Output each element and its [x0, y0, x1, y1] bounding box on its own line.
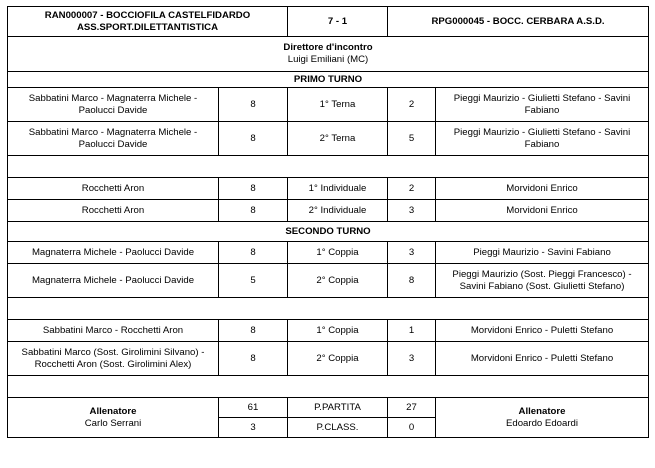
home-team-name-line2: ASS.SPORT.DILETTANTISTICA: [76, 21, 219, 33]
home-coach: [8, 398, 219, 438]
home-score: 5: [219, 264, 288, 298]
home-players: Sabbatini Marco (Sost. Girolimini Silvano) - Rocchetti Aron (Sost. Girolimini Alex): [8, 342, 219, 376]
home-players: Sabbatini Marco - Magnaterra Michele - Paolucci Davide: [8, 88, 219, 122]
home-coach-name: Carlo Serrani: [84, 417, 142, 429]
header-row: [8, 7, 649, 37]
director-name: Luigi Emiliani (MC): [287, 54, 369, 65]
away-coach: [436, 398, 649, 438]
away-coach-name: Edoardo Edoardi: [505, 417, 578, 429]
away-score: 8: [388, 264, 436, 298]
home-score: 8: [219, 242, 288, 264]
away-score: 3: [388, 242, 436, 264]
match-row: [8, 242, 649, 264]
home-partita-points: 61: [219, 398, 288, 418]
spacer-row: [8, 298, 649, 320]
discipline: 1° Individuale: [288, 178, 388, 200]
away-score: 3: [388, 200, 436, 222]
spacer: [8, 298, 649, 320]
home-team: [8, 7, 288, 37]
away-players: Morvidoni Enrico: [436, 178, 649, 200]
spacer: [8, 156, 649, 178]
section-row: [8, 222, 649, 242]
discipline: 1° Coppia: [288, 242, 388, 264]
away-players: Pieggi Maurizio - Giulietti Stefano - Savini Fabiano: [436, 122, 649, 156]
match-report-table: [7, 6, 649, 438]
home-players: Magnaterra Michele - Paolucci Davide: [8, 264, 219, 298]
away-team-name: RPG000045 - BOCC. CERBARA A.S.D.: [388, 7, 649, 37]
away-coach-label: Allenatore: [518, 405, 566, 417]
away-players: Pieggi Maurizio - Giulietti Stefano - Savini Fabiano: [436, 88, 649, 122]
footer-row: [8, 398, 649, 418]
match-score: 7 - 1: [288, 7, 388, 37]
home-players: Sabbatini Marco - Magnaterra Michele - Paolucci Davide: [8, 122, 219, 156]
home-players: Rocchetti Aron: [8, 178, 219, 200]
spacer: [8, 376, 649, 398]
class-label: P.CLASS.: [288, 418, 388, 438]
director-label: Direttore d'incontro: [283, 42, 373, 53]
match-row: [8, 342, 649, 376]
match-row: [8, 264, 649, 298]
discipline: 2° Coppia: [288, 342, 388, 376]
match-row: [8, 200, 649, 222]
away-players: Morvidoni Enrico - Puletti Stefano: [436, 342, 649, 376]
away-players: Pieggi Maurizio - Savini Fabiano: [436, 242, 649, 264]
match-row: [8, 88, 649, 122]
home-players: Sabbatini Marco - Rocchetti Aron: [8, 320, 219, 342]
match-report: [7, 6, 649, 438]
home-players: Magnaterra Michele - Paolucci Davide: [8, 242, 219, 264]
away-class-points: 0: [388, 418, 436, 438]
away-score: 3: [388, 342, 436, 376]
director-row: [8, 37, 649, 72]
match-row: [8, 122, 649, 156]
match-row: [8, 320, 649, 342]
spacer-row: [8, 156, 649, 178]
home-team-name: RAN000007 - BOCCIOFILA CASTELFIDARDO: [44, 9, 251, 21]
home-score: 8: [219, 88, 288, 122]
away-players: Morvidoni Enrico - Puletti Stefano: [436, 320, 649, 342]
home-score: 8: [219, 342, 288, 376]
partita-label: P.PARTITA: [288, 398, 388, 418]
spacer-row: [8, 376, 649, 398]
away-score: 5: [388, 122, 436, 156]
discipline: 2° Coppia: [288, 264, 388, 298]
home-class-points: 3: [219, 418, 288, 438]
match-row: [8, 178, 649, 200]
home-coach-label: Allenatore: [89, 405, 137, 417]
away-score: 1: [388, 320, 436, 342]
discipline: 1° Terna: [288, 88, 388, 122]
discipline: 2° Individuale: [288, 200, 388, 222]
section-primo-turno: PRIMO TURNO: [8, 72, 649, 88]
home-score: 8: [219, 200, 288, 222]
section-secondo-turno: SECONDO TURNO: [8, 222, 649, 242]
home-score: 8: [219, 178, 288, 200]
director: [8, 37, 649, 72]
home-score: 8: [219, 320, 288, 342]
home-score: 8: [219, 122, 288, 156]
discipline: 1° Coppia: [288, 320, 388, 342]
away-score: 2: [388, 88, 436, 122]
away-players: Pieggi Maurizio (Sost. Pieggi Francesco) - Savini Fabiano (Sost. Giulietti Stefano): [436, 264, 649, 298]
away-partita-points: 27: [388, 398, 436, 418]
away-players: Morvidoni Enrico: [436, 200, 649, 222]
away-score: 2: [388, 178, 436, 200]
home-players: Rocchetti Aron: [8, 200, 219, 222]
discipline: 2° Terna: [288, 122, 388, 156]
section-row: [8, 72, 649, 88]
